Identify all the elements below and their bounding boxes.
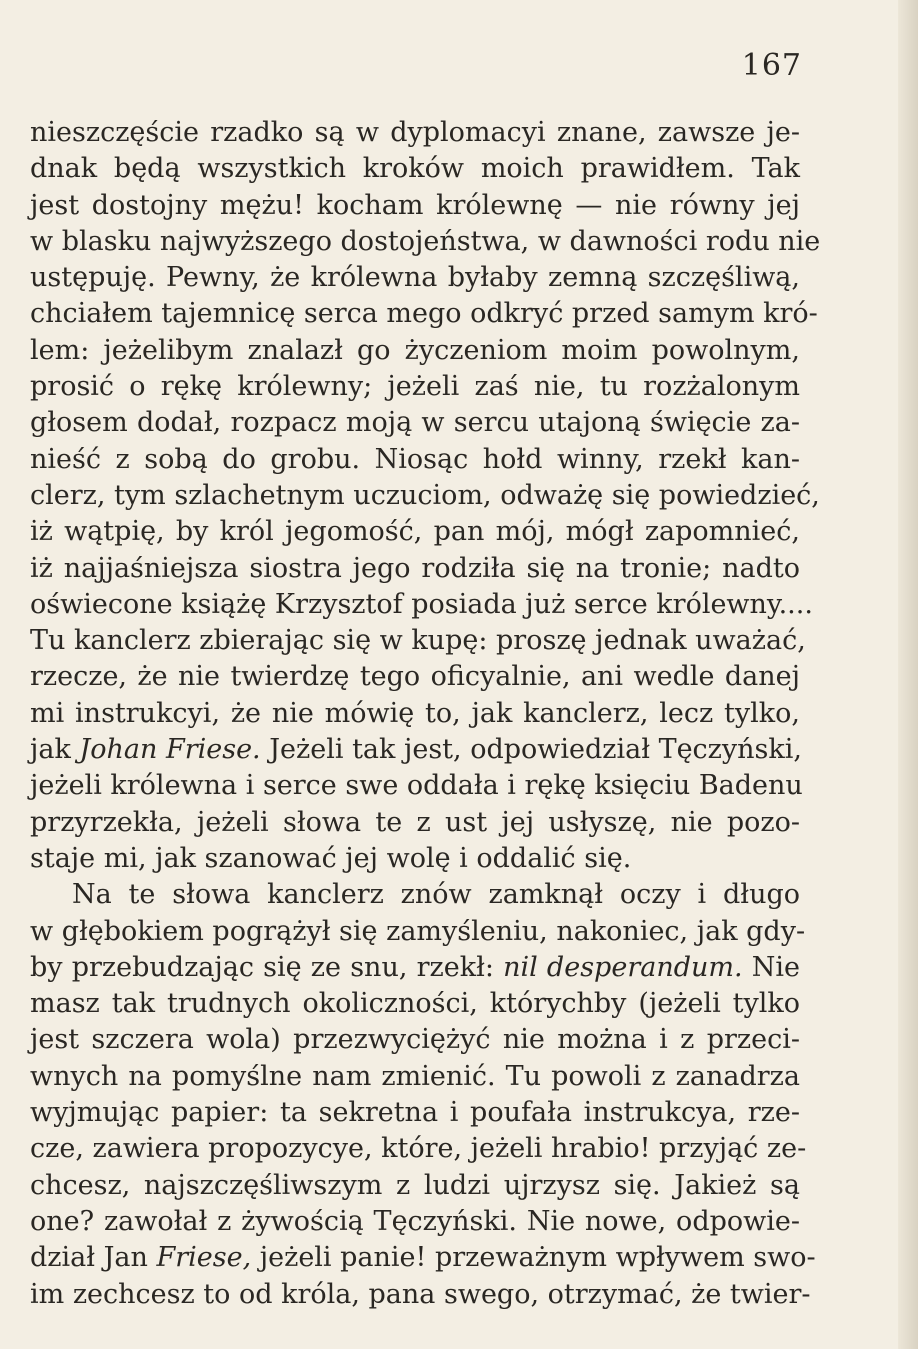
- text-line: [30, 369, 800, 405]
- text-run: staje mi, jak szanować jej wolę i oddalić się.: [30, 842, 632, 874]
- text-line: [30, 188, 800, 224]
- text-run: jest dostojny mężu! kocham królewnę — nie równy jej: [30, 189, 800, 221]
- text-line: [30, 1022, 800, 1058]
- text-run: chciałem tajemnicę serca mego odkryć przed samym kró-: [30, 298, 818, 330]
- text-line: [30, 1204, 800, 1240]
- text-line: [30, 442, 800, 478]
- text-line: [30, 1277, 811, 1313]
- italic-phrase: Johan Friese.: [79, 734, 261, 766]
- text-line: [30, 260, 800, 296]
- text-line: [30, 551, 800, 587]
- italic-phrase: Friese,: [156, 1242, 252, 1274]
- text-line: [30, 877, 800, 913]
- text-run: nieszczęście rzadko są w dyplomacyi znane, zawsze je-: [30, 117, 800, 148]
- text-line: [30, 115, 800, 151]
- text-line: [30, 224, 821, 260]
- text-run: Na te słowa kanclerz znów zamknął oczy i długo: [72, 879, 800, 911]
- italic-phrase: nil desperandum.: [503, 951, 743, 983]
- text-run: prosić o rękę królewny; jeżeli zaś nie, tu rozżalonym: [30, 371, 800, 403]
- text-run: jak: [30, 734, 80, 766]
- text-line: [30, 1131, 807, 1167]
- text-block: [30, 115, 821, 1313]
- text-run: dział Jan: [30, 1242, 157, 1274]
- text-run: jeżeli panie! przeważnym wpływem swo-: [251, 1242, 816, 1274]
- text-run: iż wątpię, by król jegomość, pan mój, mógł zapomnieć,: [30, 516, 800, 548]
- text-run: by przebudzając się ze snu, rzekł:: [30, 951, 504, 983]
- page-edge: [898, 0, 918, 1349]
- text-line: [30, 1059, 800, 1095]
- text-line: [30, 986, 800, 1022]
- text-run: przyrzekła, jeżeli słowa te z ust jej usłyszę, nie pozo-: [30, 806, 800, 838]
- text-line: [30, 1168, 800, 1204]
- text-line: [30, 587, 813, 623]
- text-run: Jeżeli tak jest, odpowiedział Tęczyński,: [260, 734, 802, 766]
- text-line: [30, 1095, 800, 1131]
- text-line: [30, 732, 800, 768]
- text-run: clerz, tym szlachetnym uczuciom, odważę się powiedzieć,: [30, 479, 820, 511]
- text-line: [30, 405, 800, 441]
- text-run: głosem dodał, rozpacz moją w sercu utajoną święcie za-: [30, 407, 800, 439]
- text-run: jest szczera wola) przezwyciężyć nie można i z przeci-: [30, 1024, 800, 1056]
- text-line: [30, 914, 806, 950]
- text-run: jeżeli królewna i serce swe oddała i rękę księciu Badenu: [30, 770, 803, 802]
- text-run: mi instrukcyi, że nie mówię to, jak kanclerz, lecz tylko,: [30, 697, 800, 729]
- text-line: [30, 696, 800, 732]
- text-line: [30, 296, 818, 332]
- text-run: Nie: [742, 951, 800, 983]
- text-run: masz tak trudnych okoliczności, którychby (jeżeli tylko: [30, 988, 800, 1020]
- text-line: [30, 333, 800, 369]
- text-run: lem: jeżelibym znalazł go życzeniom moim powolnym,: [30, 334, 800, 366]
- text-line: [30, 659, 800, 695]
- text-run: cze, zawiera propozycye, które, jeżeli hrabio! przyjąć ze-: [30, 1133, 807, 1165]
- text-line: [30, 950, 800, 986]
- text-run: w blasku najwyższego dostojeństwa, w dawności rodu nie: [30, 225, 821, 257]
- text-run: rzecze, że nie twierdzę tego oficyalnie, ani wedle danej: [30, 661, 800, 693]
- text-run: w głębokiem pogrążył się zamyśleniu, nakoniec, jak gdy-: [30, 915, 806, 947]
- text-line: [30, 805, 800, 841]
- text-run: wnych na pomyślne nam zmienić. Tu powoli z zanadrza: [30, 1060, 800, 1092]
- text-run: oświecone książę Krzysztof posiada już serce królewny....: [30, 588, 813, 620]
- text-line: [30, 478, 820, 514]
- text-run: wyjmując papier: ta sekretna i poufała instrukcya, rze-: [30, 1097, 800, 1129]
- page-number: 167: [741, 48, 802, 83]
- text-line: [30, 768, 803, 804]
- text-line: [30, 151, 800, 187]
- text-run: ustępuję. Pewny, że królewna byłaby zemną szczęśliwą,: [30, 262, 800, 294]
- text-run: iż najjaśniejsza siostra jego rodziła się na tronie; nadto: [30, 552, 800, 584]
- text-run: nieść z sobą do grobu. Niosąc hołd winny, rzekł kan-: [30, 443, 800, 475]
- text-run: Tu kanclerz zbierając się w kupę: proszę jednak uważać,: [30, 625, 806, 657]
- text-line: [30, 1240, 816, 1276]
- text-run: chcesz, najszczęśliwszym z ludzi ujrzysz się. Jakież są: [30, 1169, 800, 1201]
- text-run: one? zawołał z żywością Tęczyński. Nie nowe, odpowie-: [30, 1205, 800, 1237]
- text-line: [30, 514, 800, 550]
- text-line: [30, 841, 800, 877]
- text-run: im zechcesz to od króla, pana swego, otrzymać, że twier-: [30, 1278, 811, 1310]
- text-line: [30, 623, 806, 659]
- text-run: dnak będą wszystkich kroków moich prawidłem. Tak: [30, 153, 800, 185]
